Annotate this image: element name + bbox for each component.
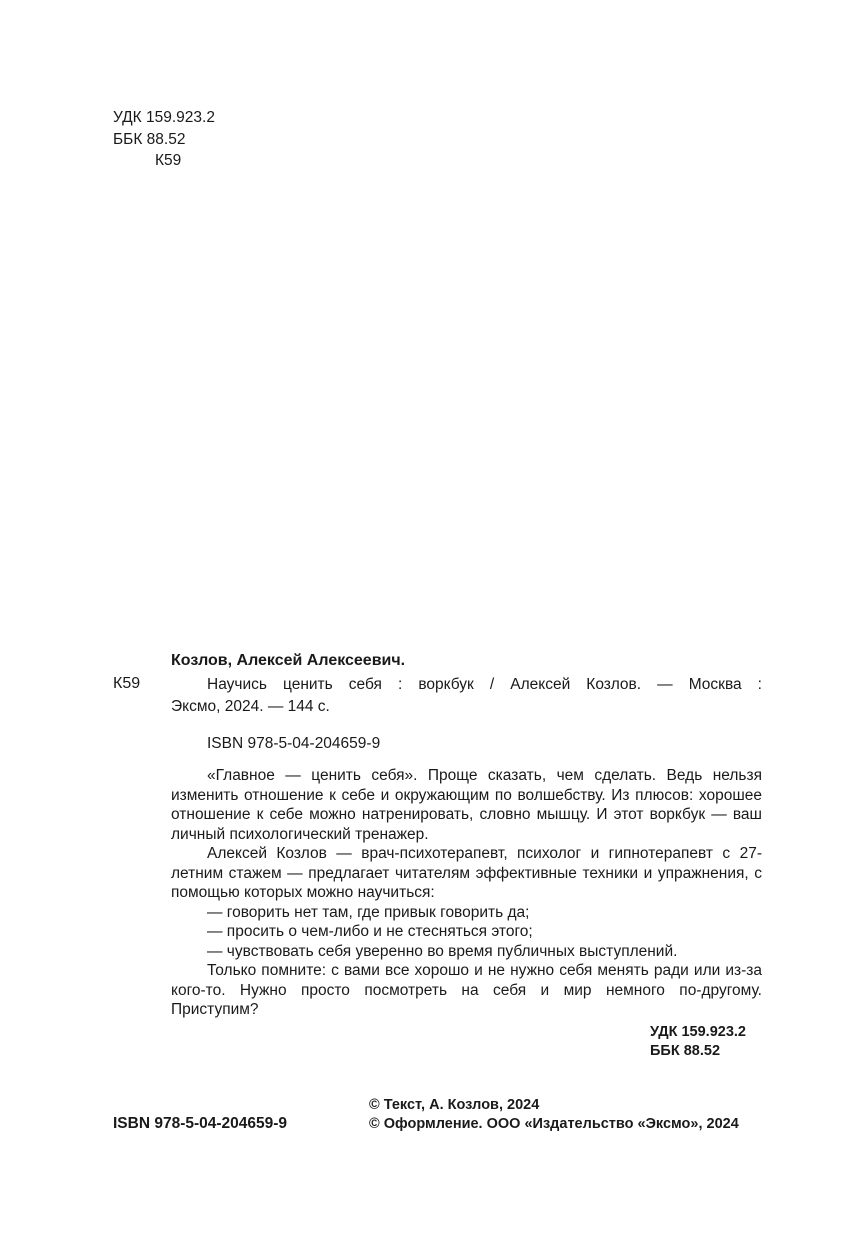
- author-heading: Козлов, Алексей Алексеевич.: [171, 652, 406, 669]
- annotation-paragraph-3: Только помните: с вами все хорошо и не нужно себя менять ради или из-за кого-то. Нужно просто посмотреть на себя и мир немного по-другому. Приступим?: [171, 962, 762, 1018]
- annotation: [171, 766, 762, 1020]
- isbn-catalog: ISBN 978-5-04-204659-9: [207, 735, 381, 752]
- book-title-line-2: Эксмо, 2024. — 144 с.: [171, 698, 330, 715]
- annotation-paragraph-1: «Главное — ценить себя». Проще сказать, чем сделать. Ведь нельзя изменить отношение к себе и окружающим по волшебству. Из плюсов: хорошее отношение к себе можно натренировать, словно мышцу. И этот воркбук — ваш личный психологический тренажер.: [171, 767, 762, 843]
- bbk-code-top: ББК 88.52: [113, 131, 186, 148]
- annotation-list-item-1: — говорить нет там, где привык говорить да;: [207, 903, 530, 921]
- annotation-paragraph-2: Алексей Козлов — врач-психотерапевт, психолог и гипнотерапевт с 27-летним стажем — предлагает читателям эффективные техники и упражнения, с помощью которых можно научиться:: [171, 845, 762, 901]
- bbk-code-bottom: ББК 88.52: [650, 1043, 721, 1059]
- udk-code-bottom: УДК 159.923.2: [650, 1024, 746, 1040]
- annotation-list-item-2: — просить о чем-либо и не стесняться этого;: [207, 923, 533, 940]
- udk-code-top: УДК 159.923.2: [113, 109, 215, 126]
- copyright-text: © Текст, А. Козлов, 2024: [369, 1097, 540, 1113]
- annotation-list-item-3: — чувствовать себя уверенно во время публичных выступлений.: [207, 942, 678, 960]
- isbn-footer: ISBN 978-5-04-204659-9: [113, 1115, 288, 1132]
- book-title-line-1: Научись ценить себя : воркбук / Алексей Козлов. — Москва :: [207, 676, 762, 693]
- author-mark-top: К59: [155, 152, 182, 169]
- copyright-design: © Оформление. ООО «Издательство «Эксмо», 2024: [369, 1116, 739, 1132]
- author-mark: К59: [113, 675, 141, 692]
